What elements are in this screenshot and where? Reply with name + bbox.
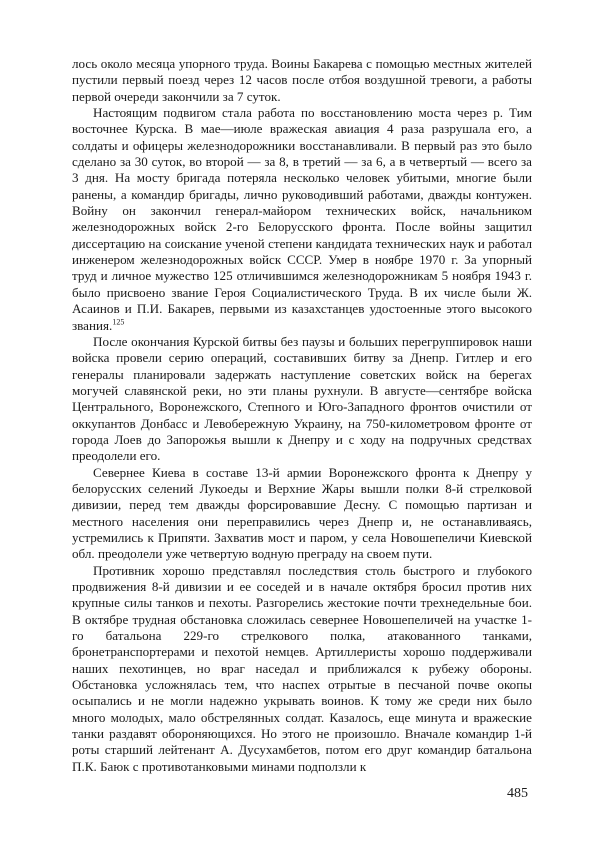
body-text <box>72 56 532 775</box>
page-number: 485 <box>507 786 528 801</box>
paragraph-2 <box>72 105 532 334</box>
paragraph-5: Противник хорошо представлял последствия столь быстрого и глубокого продвижения 8-й дивизии и ее соседей и в начале октября бросил против них крупные силы танков и пехоты. Разгорелись жестокие почти трехнедельные бои. В октябре трудная обстановка сложилась севернее Новошепеличей на участке 1-го батальона 229-го стрелкового полка, атакованного танками, бронетранспортерами и пехотой немцев. Артиллеристы хорошо поддерживали наших пехотинцев, но враг наседал и приближался к рубежу обороны. Обстановка усложнялась тем, что наспех отрытые в песчаной почве окопы осыпались и не могли надежно укрывать воинов. К тому же среди них было много молодых, мало обстрелянных солдат. Казалось, еще минута и вражеские танки раздавят обороняющихся. Но этого не произошло. Вначале командир 1-й роты старший лейтенант А. Дусухамбетов, потом его друг командир батальона П.К. Баюк с противотанковыми минами подползли к <box>72 562 532 774</box>
paragraph-2-text: Настоящим подвигом стала работа по восстановлению моста через р. Тим восточнее Курска. В мае—июле вражеская авиация 4 раза разрушала его, а солдаты и офицеры железнодорожники восстанавливали. В первый раз это было сделано за 30 суток, во второй — за 8, в третий — за 6, а в четвертый — всего за 3 дня. На мосту бригада потеряла несколько человек убитыми, многие были ранены, а командир бригады, лично руководивший работами, дважды контужен. Войну он закончил генерал-майором технических войск, начальником железнодорожных войск 2-го Белорусского фронта. После войны защитил диссертацию на соискание ученой степени кандидата технических наук и работал инженером железнодорожных войск СССР. Умер в ноябре 1970 г. За упорный труд и личное мужество 125 отличившимся железнодорожникам 5 ноября 1943 г. было присвоено звание Героя Социалистического Труда. В их числе были Ж. Асаинов и П.И. Бакарев, первыми из казахстанцев удостоенные этого высокого звания. <box>72 105 532 333</box>
paragraph-4: Севернее Киева в составе 13-й армии Воронежского фронта к Днепру у белорусских селений Лукоеды и Верхние Жары вышли полки 8-й стрелковой дивизии, перед тем дважды форсировавшие Десну. С помощью партизан и местного населения они переправились через Днепр и, не останавливаясь, устремились к Припяти. Захватив мост и паром, у села Новошепеличи Киевской обл. преодолели уже четвертую водную преграду на своем пути. <box>72 464 532 562</box>
paragraph-3: После окончания Курской битвы без паузы и больших перегруппировок наши войска провели серию операций, составивших битву за Днепр. Гитлер и его генералы планировали задержать наступление советских войск на берегах могучей славянской реки, но эти планы рухнули. В августе—сентябре войска Центрального, Воронежского, Степного и Юго-Западного фронтов очистили от оккупантов Донбасс и Левобережную Украину, на 750-километровом фронте от города Лоев до Запорожья вышли к Днепру и с ходу на подручных средствах преодолели его. <box>72 333 532 464</box>
paragraph-1: лось около месяца упорного труда. Воины Бакарева с помощью местных жителей пустили первый поезд через 12 часов после отбоя воздушной тревоги, а работы первой очереди закончили за 7 суток. <box>72 56 532 104</box>
footnote-reference: 125 <box>112 317 125 327</box>
